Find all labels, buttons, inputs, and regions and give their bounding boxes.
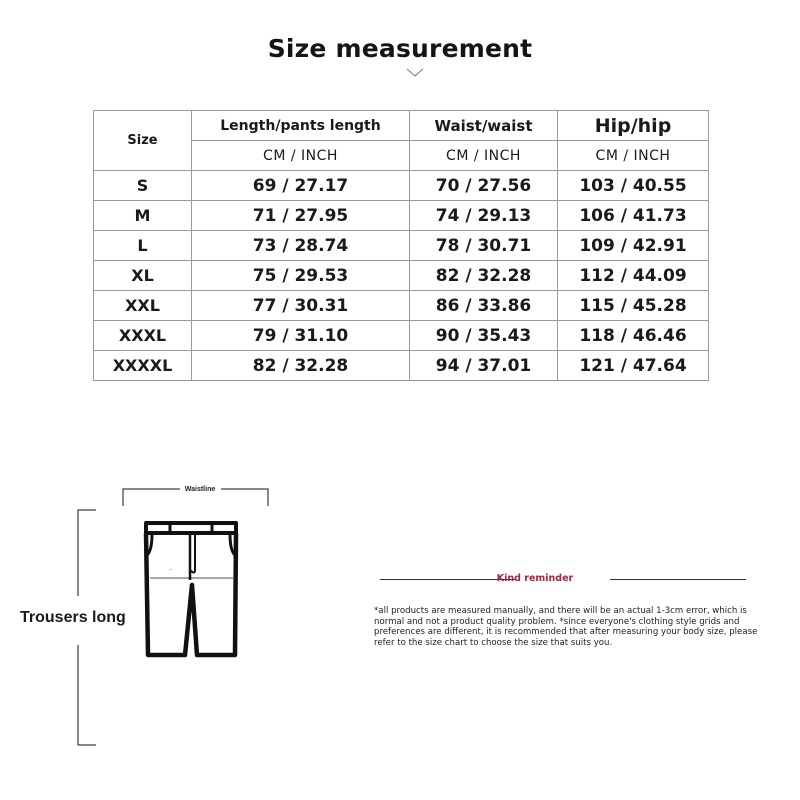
cell-hip: 106 / 41.73: [558, 201, 709, 231]
cell-waist: 86 / 33.86: [410, 291, 558, 321]
cell-hip: 103 / 40.55: [558, 171, 709, 201]
cell-waist: 70 / 27.56: [410, 171, 558, 201]
cell-size: XL: [94, 261, 192, 291]
unit-waist: CM / INCH: [410, 141, 558, 171]
reminder-title: Kind reminder: [496, 573, 574, 584]
header-hip: Hip/hip: [558, 111, 709, 141]
table-row: [94, 231, 709, 261]
table-row: [94, 351, 709, 381]
header-waist: Waist/waist: [410, 111, 558, 141]
cell-length: 82 / 32.28: [192, 351, 410, 381]
reminder-divider-right: [610, 579, 746, 580]
unit-hip: CM / INCH: [558, 141, 709, 171]
trousers-long-label: Trousers long: [20, 609, 126, 626]
cell-waist: 90 / 35.43: [410, 321, 558, 351]
cell-length: 77 / 30.31: [192, 291, 410, 321]
cell-hip: 121 / 47.64: [558, 351, 709, 381]
page-title: Size measurement: [267, 34, 533, 63]
cell-size: XXXXL: [94, 351, 192, 381]
cell-length: 79 / 31.10: [192, 321, 410, 351]
cell-size: XXXL: [94, 321, 192, 351]
header-length: Length/pants length: [192, 111, 410, 141]
table-header-row: [94, 111, 709, 141]
trousers-icon: [146, 523, 236, 655]
table-row: [94, 201, 709, 231]
cell-length: 69 / 27.17: [192, 171, 410, 201]
cell-size: M: [94, 201, 192, 231]
table-row: [94, 291, 709, 321]
cell-waist: 74 / 29.13: [410, 201, 558, 231]
hip-mark-left: —: [169, 567, 173, 571]
cell-hip: 112 / 44.09: [558, 261, 709, 291]
table-row: [94, 171, 709, 201]
cell-length: 75 / 29.53: [192, 261, 410, 291]
cell-hip: 118 / 46.46: [558, 321, 709, 351]
cell-size: L: [94, 231, 192, 261]
reminder-text: *all products are measured manually, and there will be an actual 1-3cm error, which is normal and not a product quality problem. *since everyone's clothing style grids and preferences are different, it is recommended that after measuring your body size, please refer to the size chart to choose the size that suits you.: [374, 606, 758, 648]
cell-waist: 82 / 32.28: [410, 261, 558, 291]
cell-size: XXL: [94, 291, 192, 321]
cell-length: 71 / 27.95: [192, 201, 410, 231]
cell-size: S: [94, 171, 192, 201]
cell-hip: 109 / 42.91: [558, 231, 709, 261]
table-row: [94, 261, 709, 291]
cell-hip: 115 / 45.28: [558, 291, 709, 321]
header-size: Size: [94, 111, 192, 171]
cell-waist: 78 / 30.71: [410, 231, 558, 261]
unit-length: CM / INCH: [192, 141, 410, 171]
cell-length: 73 / 28.74: [192, 231, 410, 261]
size-table: [93, 110, 709, 381]
chevron-down-icon: [406, 68, 424, 78]
trousers-length-bracket: [78, 510, 96, 745]
table-row: [94, 321, 709, 351]
cell-waist: 94 / 37.01: [410, 351, 558, 381]
waistline-label: Waistline: [184, 486, 216, 493]
